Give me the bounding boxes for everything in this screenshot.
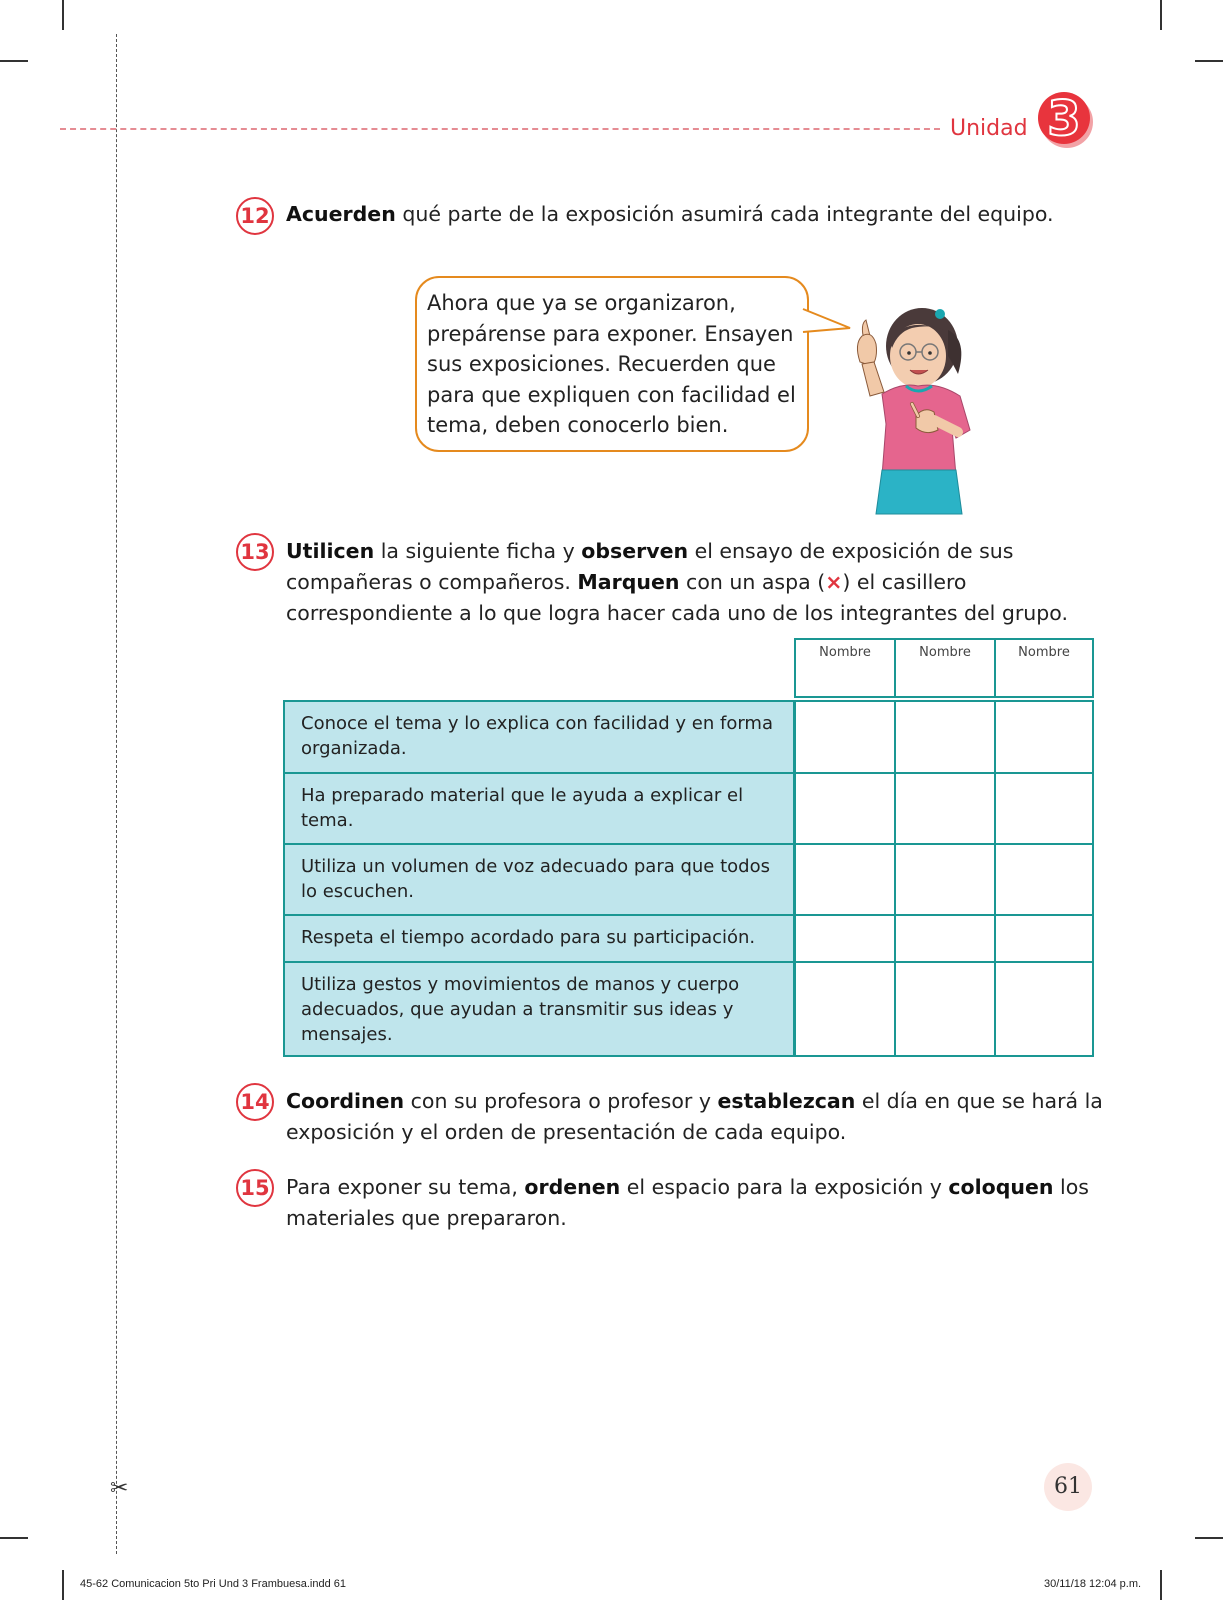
activity-number-12: 12 xyxy=(236,197,274,235)
mark-cell[interactable] xyxy=(994,772,1094,843)
instruction-text: con su profesora o profesor y xyxy=(404,1089,718,1113)
instruction-verb: ordenen xyxy=(524,1175,621,1199)
instruction-text: los materiales que prepararon. xyxy=(286,1175,1089,1230)
mark-cell[interactable] xyxy=(794,772,894,843)
instruction-text: el espacio para la exposición y xyxy=(620,1175,949,1199)
instruction-text: ) el casillero correspondiente a lo que logra hacer cada uno de los integrantes del grupo. xyxy=(286,570,1068,625)
scissors-icon: ✂ xyxy=(110,1476,129,1501)
mark-cell[interactable] xyxy=(794,961,894,1057)
unit-badge: 3 xyxy=(1038,92,1090,144)
header-rule xyxy=(60,128,940,130)
crop-mark xyxy=(1160,0,1162,30)
cut-line xyxy=(116,34,117,1554)
unit-label: Unidad xyxy=(950,116,1028,141)
mark-cell[interactable] xyxy=(994,961,1094,1057)
mark-cell[interactable] xyxy=(894,961,994,1057)
column-header: Nombre xyxy=(794,638,894,698)
mark-cell[interactable] xyxy=(894,914,994,961)
crop-mark xyxy=(1160,1570,1162,1600)
instruction-text: con un aspa ( xyxy=(679,570,826,594)
crop-mark xyxy=(1195,1537,1223,1539)
instruction-verb: establezcan xyxy=(717,1089,856,1113)
activity-12-text xyxy=(286,199,1086,230)
crop-mark xyxy=(62,0,64,30)
criterion-row: Ha preparado material que le ayuda a explicar el tema. xyxy=(283,772,795,843)
instruction-verb: observen xyxy=(581,539,689,563)
instruction-text: la siguiente ficha y xyxy=(374,539,582,563)
instruction-verb: coloquen xyxy=(948,1175,1054,1199)
criterion-row: Utiliza un volumen de voz adecuado para que todos lo escuchen. xyxy=(283,843,795,914)
activity-14-text xyxy=(286,1086,1106,1148)
instruction-verb: Coordinen xyxy=(286,1089,405,1113)
mark-cell[interactable] xyxy=(994,843,1094,914)
instruction-text: qué parte de la exposición asumirá cada integrante del equipo. xyxy=(395,202,1054,226)
instruction-verb: Acuerden xyxy=(286,202,396,226)
instruction-verb: Marquen xyxy=(577,570,680,594)
mark-cell[interactable] xyxy=(894,843,994,914)
mark-cell[interactable] xyxy=(894,700,994,772)
activity-number-13: 13 xyxy=(236,533,274,571)
activity-13-text xyxy=(286,536,1106,629)
crop-mark xyxy=(1195,60,1223,62)
mark-cell[interactable] xyxy=(894,772,994,843)
girl-illustration xyxy=(852,300,982,515)
crop-mark xyxy=(0,60,28,62)
speech-bubble-text: Ahora que ya se organizaron, prepárense para exponer. Ensayen sus exposiciones. Recuerden que para que expliquen con facilidad el tema, deben conocerlo bien. xyxy=(427,291,796,437)
footer-timestamp: 30/11/18 12:04 p.m. xyxy=(1044,1578,1142,1590)
instruction-text: el día en que se hará la exposición y el orden de presentación de cada equipo. xyxy=(286,1089,1103,1144)
criterion-row: Conoce el tema y lo explica con facilidad y en forma organizada. xyxy=(283,700,795,772)
crop-mark xyxy=(0,1537,28,1539)
criterion-row: Respeta el tiempo acordado para su participación. xyxy=(283,914,795,961)
activity-number-15: 15 xyxy=(236,1169,274,1207)
activity-15-text xyxy=(286,1172,1106,1234)
mark-cell[interactable] xyxy=(994,914,1094,961)
aspa-mark: × xyxy=(825,570,843,594)
column-header: Nombre xyxy=(994,638,1094,698)
mark-cell[interactable] xyxy=(794,843,894,914)
mark-cell[interactable] xyxy=(794,700,894,772)
column-header: Nombre xyxy=(894,638,994,698)
activity-number-14: 14 xyxy=(236,1083,274,1121)
criterion-row: Utiliza gestos y movimientos de manos y cuerpo adecuados, que ayudan a transmitir sus ideas y mensajes. xyxy=(283,961,795,1057)
mark-cell[interactable] xyxy=(994,700,1094,772)
instruction-text: Para exponer su tema, xyxy=(286,1175,525,1199)
speech-bubble-tail xyxy=(802,306,854,336)
instruction-verb: Utilicen xyxy=(286,539,375,563)
page-number: 61 xyxy=(1044,1463,1092,1511)
instruction-text: el ensayo de exposición de sus compañeras o compañeros. xyxy=(286,539,1014,594)
mark-cell[interactable] xyxy=(794,914,894,961)
footer-file: 45-62 Comunicacion 5to Pri Und 3 Frambuesa.indd 61 xyxy=(80,1578,346,1590)
crop-mark xyxy=(62,1570,64,1600)
